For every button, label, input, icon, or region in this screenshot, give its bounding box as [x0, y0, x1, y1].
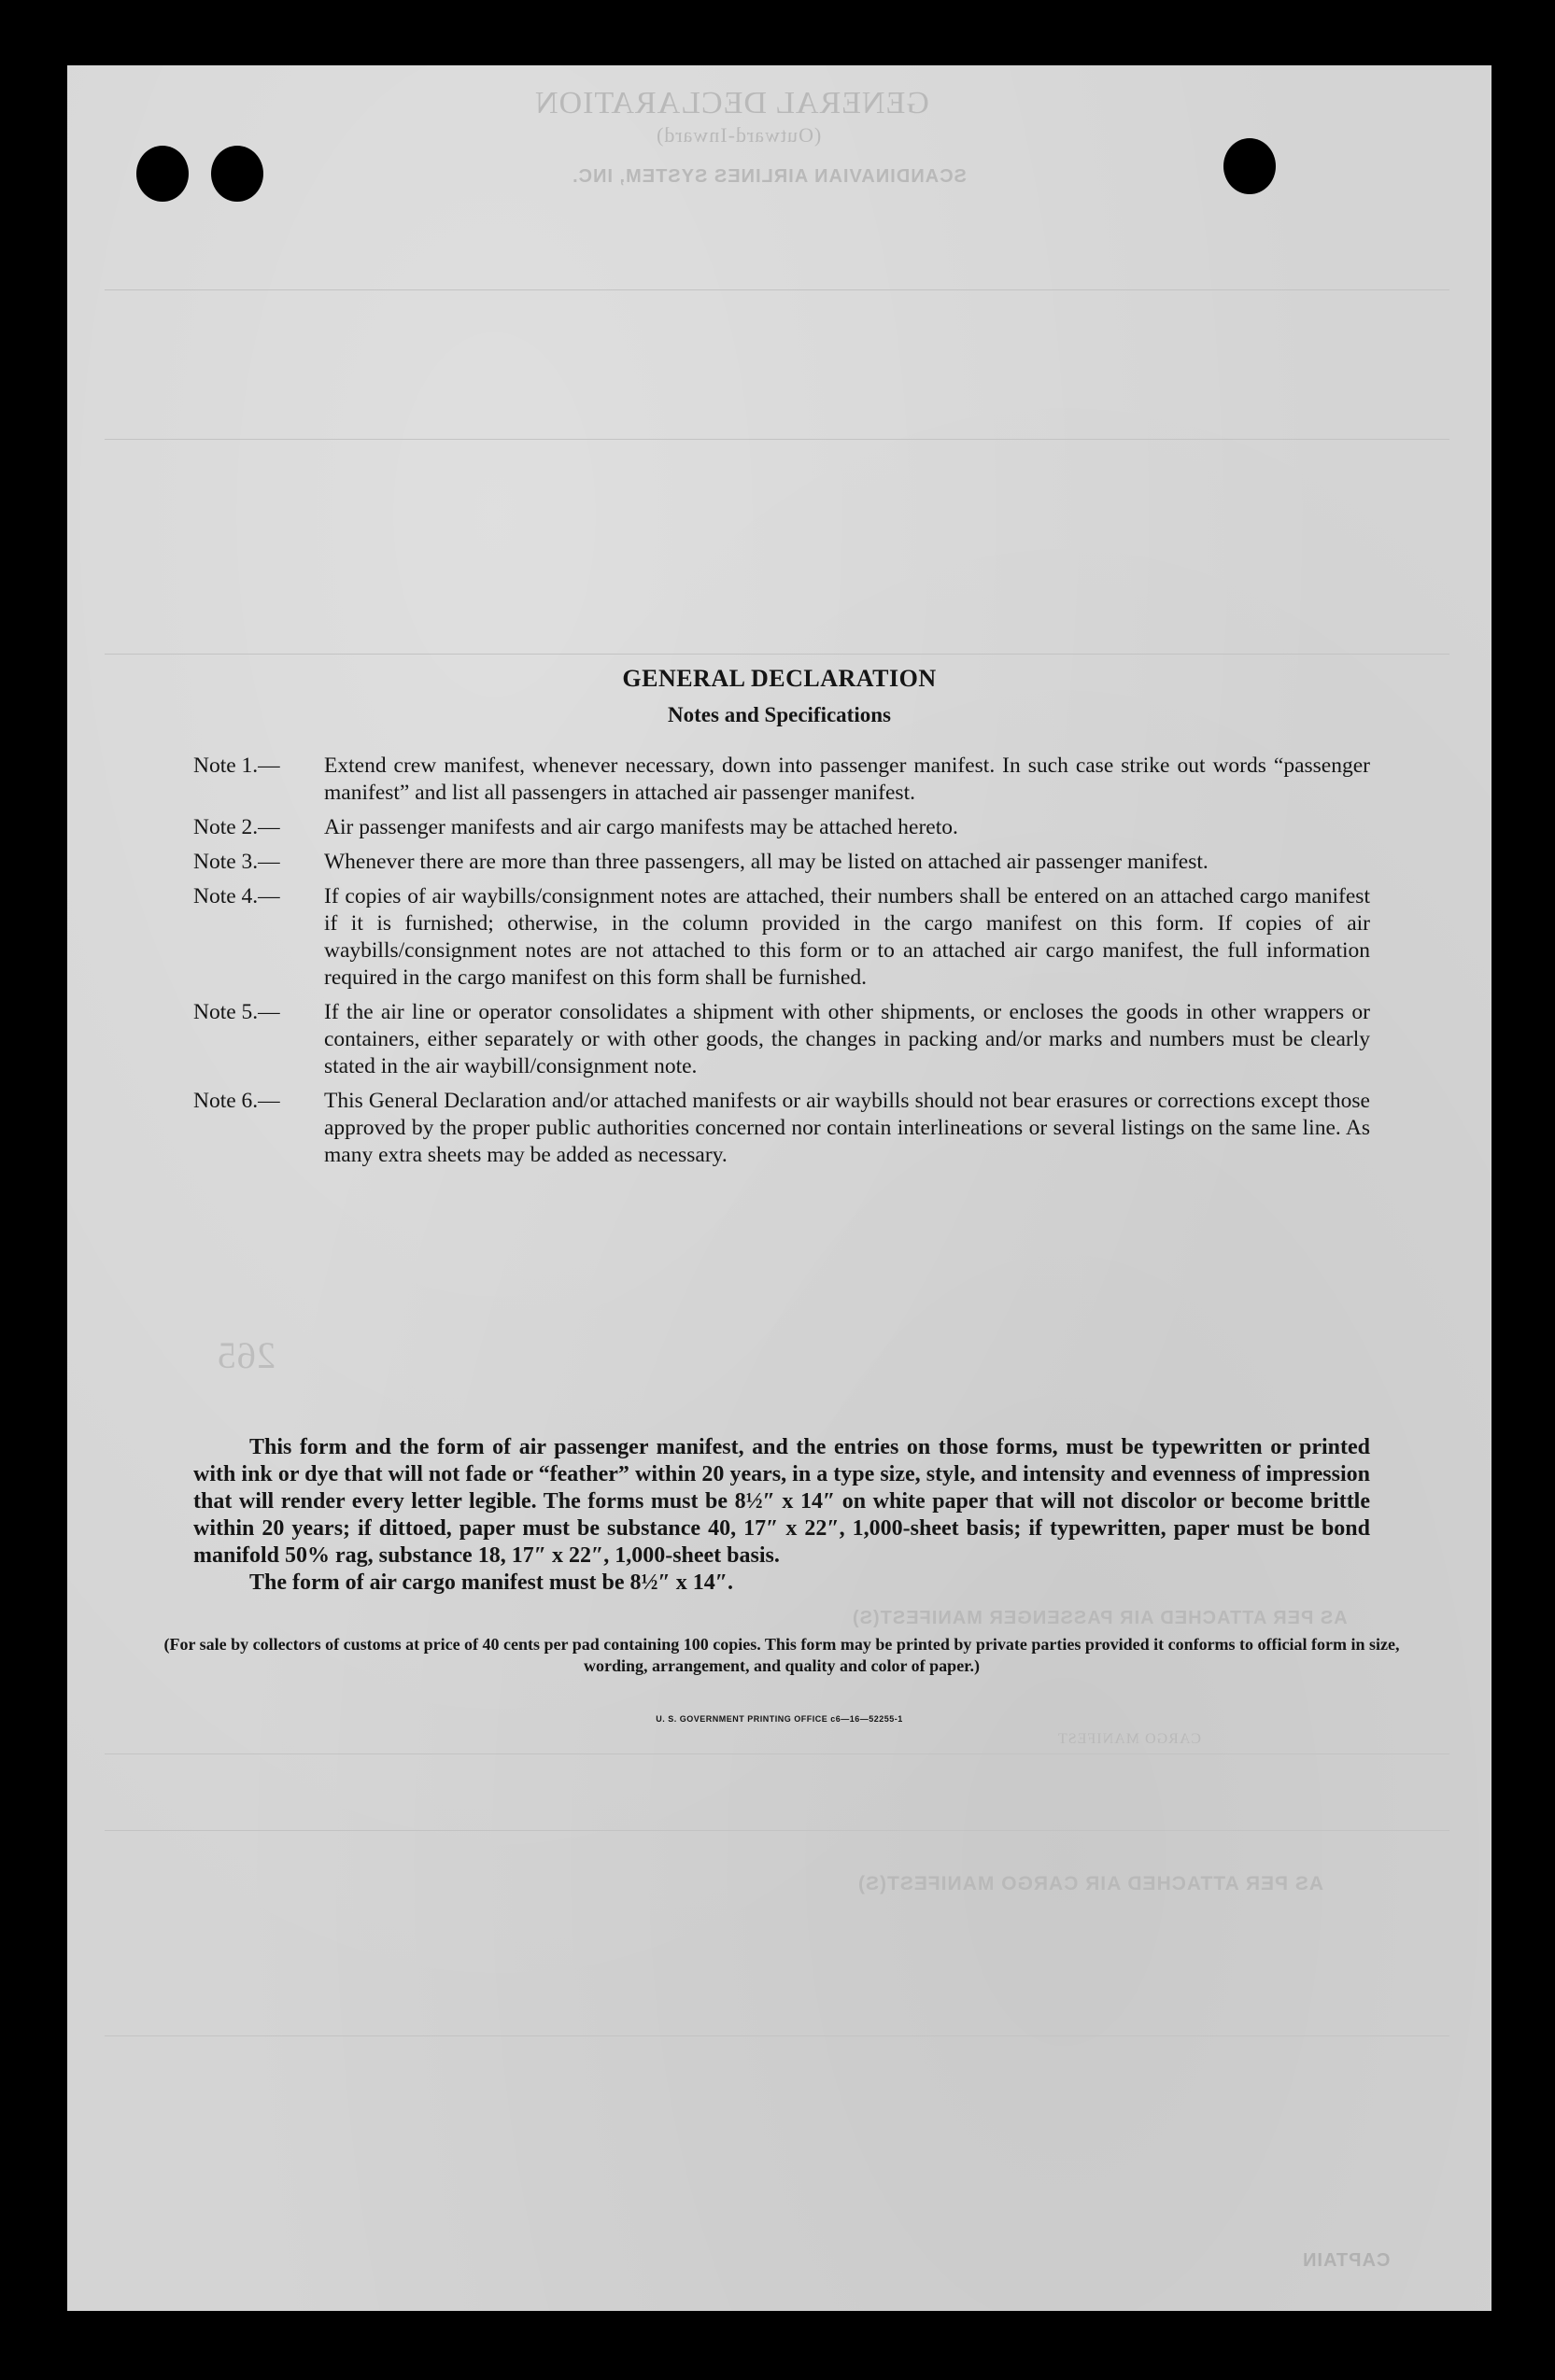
note-text: This General Declaration and/or attached manifests or air waybills should not bear erasures or corrections except those approved by the proper public authorities concerned nor contain interlineations or several listings on the same line. As many extra sheets may be added as necessary.	[324, 1089, 1370, 1167]
sale-notice: (For sale by collectors of customs at price of 40 cents per pad containing 100 copies. This form may be printed by private parties provided it conforms to official form in size, wording, arrangement, and quality and color of paper.)	[163, 1635, 1400, 1675]
note-text: Extend crew manifest, whenever necessary, down into passenger manifest. In such case strike out words “passenger manifest” and list all passengers in attached air passenger manifest.	[324, 753, 1370, 805]
cargo-form-specification: The form of air cargo manifest must be 8½″ x 14″.	[249, 1570, 733, 1595]
note-label: Note 2.—	[193, 815, 280, 839]
bleed-through-airline: SCANDINAVIAN AIRLINES SYSTEM, INC.	[572, 166, 967, 187]
note-label: Note 3.—	[193, 850, 280, 874]
note-text: If the air line or operator consolidates a shipment with other shipments, or encloses the goods in other wrappers or containers, either separately or with other goods, the changes in packing and/or marks and numbers must be clearly stated in the air waybill/consignment note.	[324, 1000, 1370, 1078]
note-item	[193, 753, 1370, 807]
bleed-through-number: 265	[217, 1334, 276, 1376]
note-item	[193, 814, 1370, 841]
bleed-through-subtitle: (Outward-Inward)	[656, 123, 822, 147]
note-item	[193, 849, 1370, 876]
bleed-through-cargo-title: CARGO MANIFEST	[1057, 1731, 1202, 1747]
note-item	[193, 999, 1370, 1080]
note-label: Note 6.—	[193, 1089, 280, 1113]
printer-line: U. S. GOVERNMENT PRINTING OFFICE c6—16—52255-1	[656, 1714, 903, 1724]
note-text: Air passenger manifests and air cargo manifests may be attached hereto.	[324, 815, 958, 839]
specification-paragraph: This form and the form of air passenger manifest, and the entries on those forms, must be typewritten or printed with ink or dye that will not fade or “feather” within 20 years, in a type size, style, and intensity and evenness of impression that will render every letter legible. The forms must be 8½″ x 14″ on white paper that will not discolor or become brittle within 20 years; if dittoed, paper must be substance 40, 17″ x 22″, 1,000-sheet basis; if typewritten, paper must be bond manifold 50% rag, substance 18, 17″ x 22″, 1,000-sheet basis.	[193, 1435, 1370, 1568]
note-label: Note 5.—	[193, 1000, 280, 1024]
bleed-through-captain: CAPTAIN	[1302, 2250, 1391, 2271]
note-item	[193, 1088, 1370, 1169]
bleed-through-cargo-stamp: AS PER ATTACHED AIR CARGO MANIFEST(S)	[857, 1873, 1323, 1894]
document-content	[67, 65, 1491, 2311]
notes-list	[193, 753, 1370, 1176]
note-label: Note 4.—	[193, 884, 280, 908]
note-label: Note 1.—	[193, 753, 280, 778]
note-text: Whenever there are more than three passengers, all may be listed on attached air passenger manifest.	[324, 850, 1209, 874]
document-page	[67, 65, 1491, 2311]
form-specifications	[193, 1434, 1370, 1597]
bleed-through-title: GENERAL DECLARATION	[534, 86, 929, 120]
note-text: If copies of air waybills/consignment notes are attached, their numbers shall be entered on an attached cargo manifest if it is furnished; otherwise, in the column provided in the cargo manifest on this form. If copies of air waybills/consignment notes are not attached to this form or to an attached air cargo manifest, the full information required in the cargo manifest on this form shall be furnished.	[324, 884, 1370, 990]
page-title: GENERAL DECLARATION	[622, 665, 937, 692]
bleed-through-passenger-stamp: AS PER ATTACHED AIR PASSENGER MANIFEST(S)	[852, 1608, 1348, 1628]
page-subtitle: Notes and Specifications	[668, 703, 891, 726]
note-item	[193, 883, 1370, 992]
